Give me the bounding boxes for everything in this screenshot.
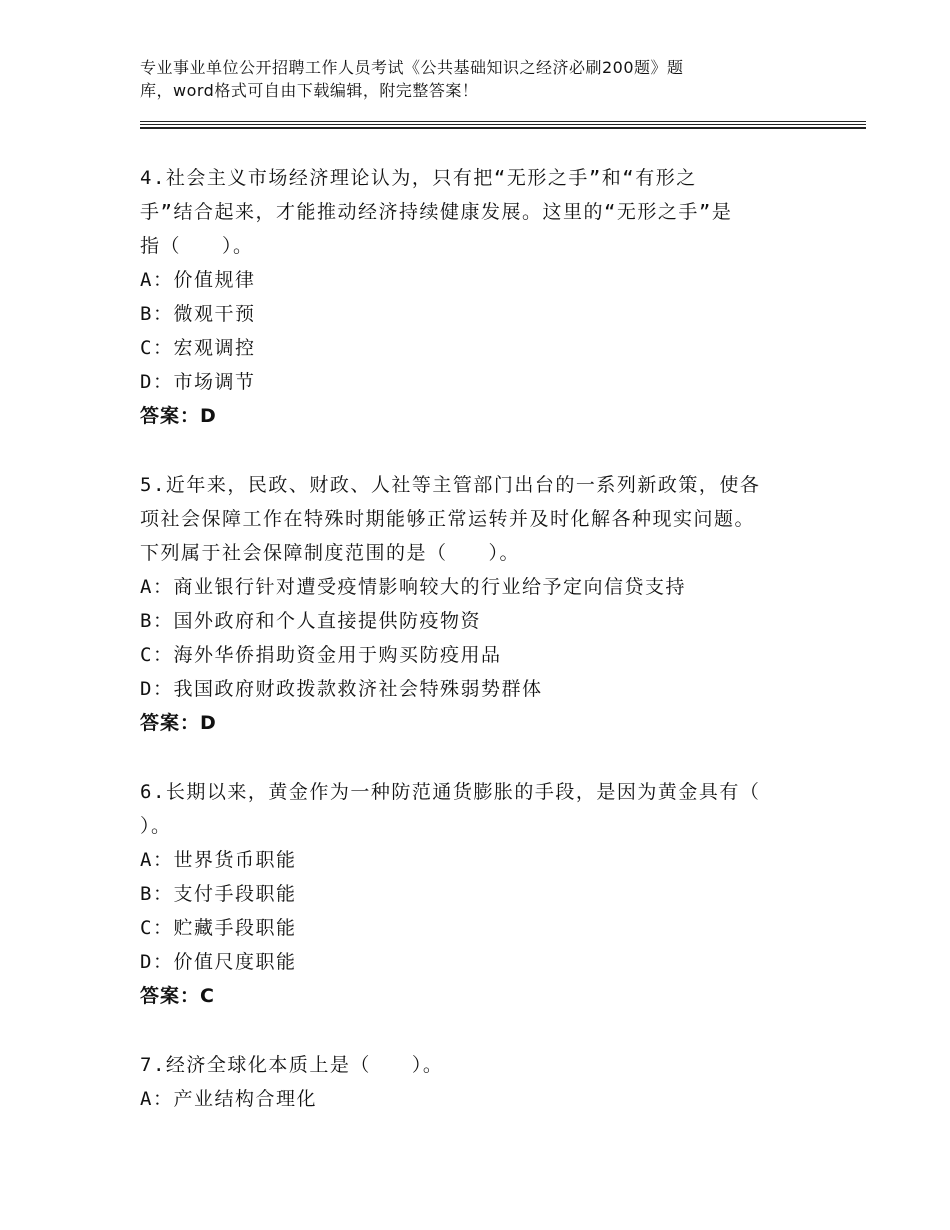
question-5 (140, 468, 810, 740)
option-d: D：价值尺度职能 (140, 951, 297, 973)
question-4 (140, 161, 810, 433)
option-b: B：国外政府和个人直接提供防疫物资 (140, 610, 481, 632)
option-d: D：市场调节 (140, 371, 256, 393)
header-divider-thin-top (140, 121, 866, 122)
option-a: A：世界货币职能 (140, 849, 297, 871)
option-c: C：宏观调控 (140, 337, 256, 359)
question-text-line: 7.经济全球化本质上是（ ）。 (140, 1054, 444, 1076)
option-b: B：微观干预 (140, 303, 256, 325)
document-header (140, 56, 780, 102)
question-text-line: ）。 (140, 815, 172, 837)
option-a: A：价值规律 (140, 269, 256, 291)
question-text-line: 6.长期以来，黄金作为一种防范通货膨胀的手段，是因为黄金具有（ (140, 781, 761, 803)
header-divider-thin-middle (140, 124, 866, 125)
option-c: C：海外华侨捐助资金用于购买防疫用品 (140, 644, 502, 666)
question-6 (140, 775, 810, 1013)
question-7 (140, 1048, 810, 1116)
option-d: D：我国政府财政拨款救济社会特殊弱势群体 (140, 678, 543, 700)
header-title-line-1: 专业事业单位公开招聘工作人员考试《公共基础知识之经济必刷200题》题 (140, 58, 684, 77)
option-c: C：贮藏手段职能 (140, 917, 297, 939)
header-divider-thick (140, 127, 866, 129)
question-text-line: 手”结合起来，才能推动经济持续健康发展。这里的“无形之手”是 (140, 201, 733, 223)
answer-line: 答案：D (140, 405, 217, 427)
question-text-line: 下列属于社会保障制度范围的是（ ）。 (140, 542, 521, 564)
question-text-line: 5.近年来，民政、财政、人社等主管部门出台的一系列新政策，使各 (140, 474, 761, 496)
question-text-line: 项社会保障工作在特殊时期能够正常运转并及时化解各种现实问题。 (140, 508, 756, 530)
option-a: A：商业银行针对遭受疫情影响较大的行业给予定向信贷支持 (140, 576, 686, 598)
answer-line: 答案：D (140, 712, 217, 734)
question-text-line: 4.社会主义市场经济理论认为，只有把“无形之手”和“有形之 (140, 167, 697, 189)
header-title-line-2: 库，word格式可自由下载编辑，附完整答案！ (140, 81, 479, 100)
answer-line: 答案：C (140, 985, 215, 1007)
option-b: B：支付手段职能 (140, 883, 297, 905)
question-text-line: 指（ ）。 (140, 235, 254, 257)
option-a: A：产业结构合理化 (140, 1088, 317, 1110)
